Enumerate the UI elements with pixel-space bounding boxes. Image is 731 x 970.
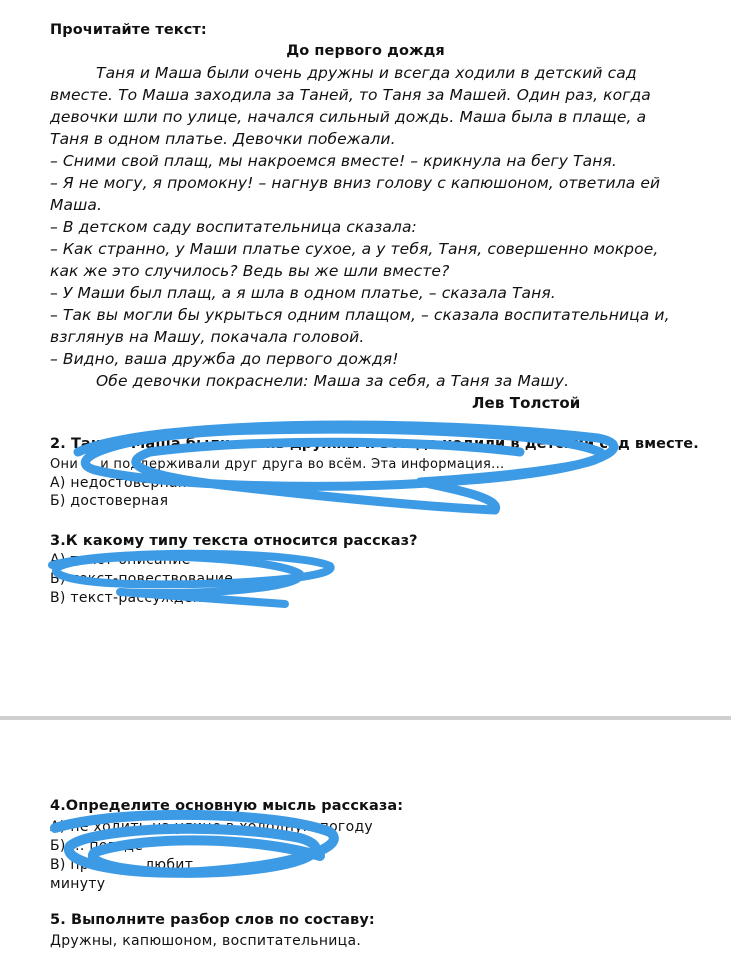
story-line: – Сними свой плащ, мы накроемся вместе! – крикнула на бегу Таня.	[50, 152, 617, 170]
story-line: – В детском саду воспитательница сказала:	[50, 218, 417, 236]
story-line: Обе девочки покраснели: Маша за себя, а Таня за Машу.	[96, 372, 570, 390]
question-2-line-1: 2. Таня и Маша были очень дружны и всегда ходили в детский сад вместе.	[50, 436, 699, 452]
question-2-option-a: А) недостоверная	[50, 475, 187, 491]
author-name: Лев Толстой	[472, 394, 581, 412]
question-4-option-c: В) прих... ... любит	[50, 857, 194, 873]
question-4-option-c-continued: минуту	[50, 876, 106, 892]
story-line: вместе. То Маша заходила за Таней, то Таня за Машей. Один раз, когда	[50, 86, 651, 104]
question-4-title: 4.Определите основную мысль рассказа:	[50, 798, 404, 814]
question-3-option-a: А) текст-описание	[50, 552, 191, 568]
story-line: – Я не могу, я промокну! – нагнув вниз голову с капюшоном, ответила ей	[50, 174, 661, 192]
question-4-option-b: Б) ... погоде	[50, 838, 144, 854]
question-2-line-2: Они ... и поддерживали друг друга во всём. Эта информация...	[50, 457, 505, 472]
question-2-option-b: Б) достоверная	[50, 493, 169, 509]
question-3-title: 3.К какому типу текста относится рассказ?	[50, 533, 418, 549]
question-5-title: 5. Выполните разбор слов по составу:	[50, 912, 375, 928]
story-line: – Видно, ваша дружба до первого дождя!	[50, 350, 399, 368]
worksheet-page-2	[0, 720, 731, 970]
story-line: взглянув на Машу, покачала головой.	[50, 328, 365, 346]
story-line: – Как странно, у Маши платье сухое, а у тебя, Таня, совершенно мокрое,	[50, 240, 659, 258]
story-line: – Так вы могли бы укрыться одним плащом, – сказала воспитательница и,	[50, 306, 670, 324]
question-3-option-c: В) текст-рассуждение	[50, 590, 221, 606]
question-3-option-b: Б) текст-повествование	[50, 571, 234, 587]
story-line: как же это случилось? Ведь вы же шли вместе?	[50, 262, 450, 280]
story-line: Таня в одном платье. Девочки побежали.	[50, 130, 396, 148]
story-line: Маша.	[50, 196, 102, 214]
story-title: До первого дождя	[286, 43, 445, 59]
question-4-option-a: А) не ходить на улице в холодную погоду	[50, 819, 374, 835]
story-line: – У Маши был плащ, а я шла в одном платье, – сказала Таня.	[50, 284, 556, 302]
instruction: Прочитайте текст:	[50, 22, 207, 38]
question-5-words: Дружны, капюшоном, воспитательница.	[50, 933, 362, 949]
story-line: Таня и Маша были очень дружны и всегда ходили в детский сад	[96, 64, 637, 82]
story-line: девочки шли по улице, начался сильный дождь. Маша была в плаще, а	[50, 108, 647, 126]
